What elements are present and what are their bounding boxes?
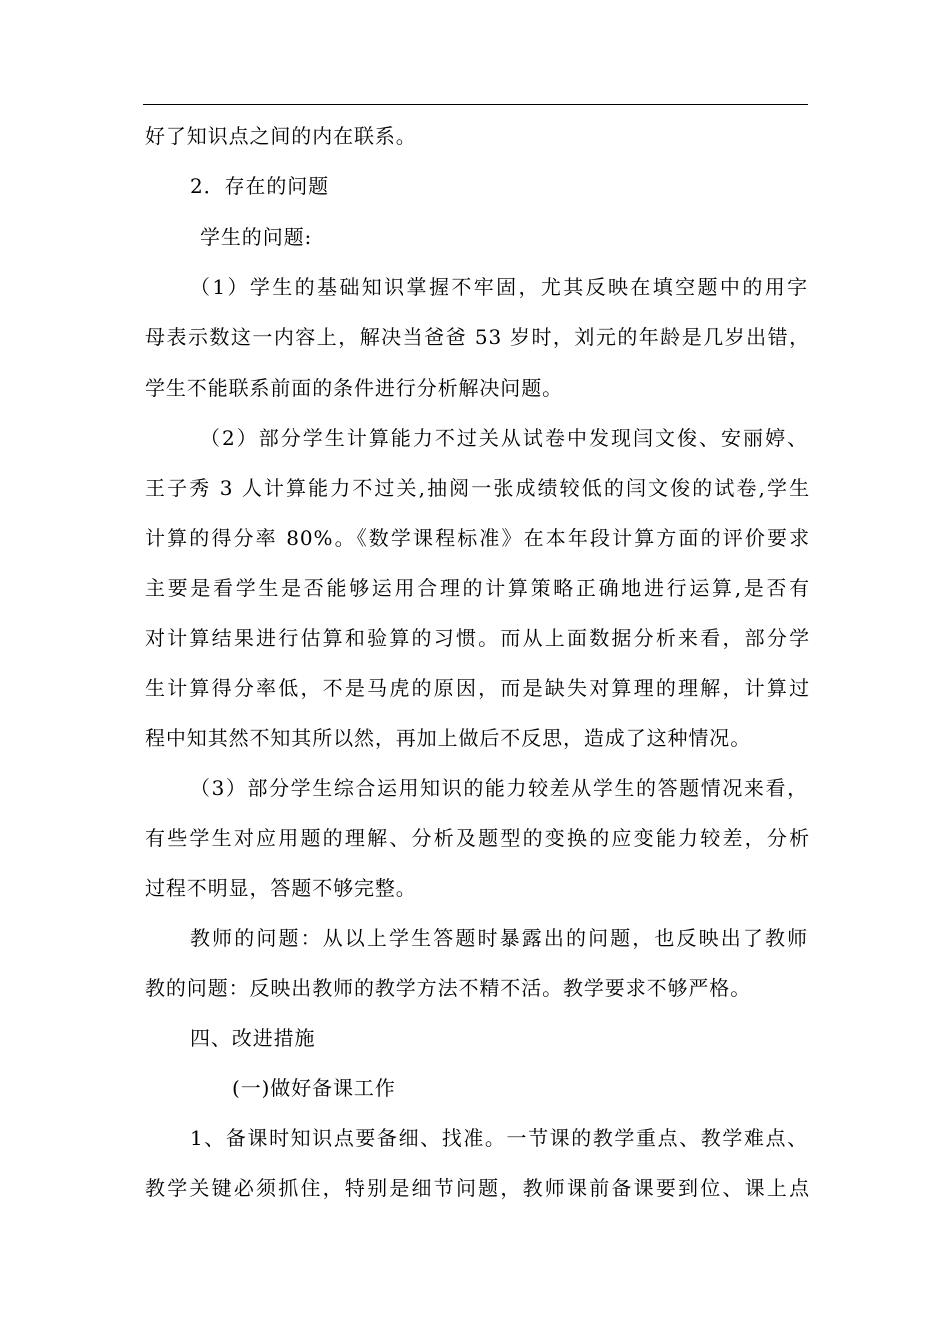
section-heading-improvements: 四、改进措施 (190, 1026, 316, 1050)
text-line-13: 程中知其然不知其所以然，再加上做后不反思，造成了这种情况。 (145, 726, 752, 750)
text-line-10: 主要是看学生是否能够运用合理的计算策略正确地进行运算,是否有 (145, 576, 810, 600)
text-line-1: 好了知识点之间的内在联系。 (145, 124, 417, 148)
text-line-9: 计算的得分率 80%。《数学课程标准》在本年段计算方面的评价要求 (145, 526, 810, 550)
header-rule (143, 104, 808, 105)
text-line-14: （3）部分学生综合运用知识的能力较差从学生的答题情况来看， (190, 776, 808, 800)
subheading-lesson-prep: (一)做好备课工作 (232, 1076, 396, 1100)
text-line-16: 过程不明显，答题不够完整。 (145, 876, 417, 900)
section-heading-problems: 2．存在的问题 (190, 174, 330, 198)
text-line-8: 王子秀 3 人计算能力不过关,抽阅一张成绩较低的闫文俊的试卷,学生 (145, 476, 810, 500)
text-line-4: （1）学生的基础知识掌握不牢固，尤其反映在填空题中的用字 (190, 275, 808, 299)
text-line-18: 教的问题：反映出教师的教学方法不精不活。教学要求不够严格。 (145, 976, 752, 1000)
text-line-6: 学生不能联系前面的条件进行分析解决问题。 (145, 376, 563, 400)
text-line-7: （2）部分学生计算能力不过关从试卷中发现闫文俊、安丽婷、 (200, 426, 808, 450)
text-line-21: 1、备课时知识点要备细、找准。一节课的教学重点、教学难点、 (190, 1126, 808, 1150)
subheading-student-problems: 学生的问题: (200, 225, 313, 249)
text-line-11: 对计算结果进行估算和验算的习惯。而从上面数据分析来看，部分学 (145, 626, 810, 650)
text-line-17: 教师的问题：从以上学生答题时暴露出的问题，也反映出了教师 (190, 926, 808, 950)
text-line-12: 生计算得分率低，不是马虎的原因，而是缺失对算理的理解，计算过 (145, 676, 810, 700)
text-line-15: 有些学生对应用题的理解、分析及题型的变换的应变能力较差，分析 (145, 826, 810, 850)
text-line-5: 母表示数这一内容上，解决当爸爸 53 岁时，刘元的年龄是几岁出错， (145, 325, 810, 349)
text-line-22: 教学关键必须抓住，特别是细节问题，教师课前备课要到位、课上点 (145, 1176, 810, 1200)
